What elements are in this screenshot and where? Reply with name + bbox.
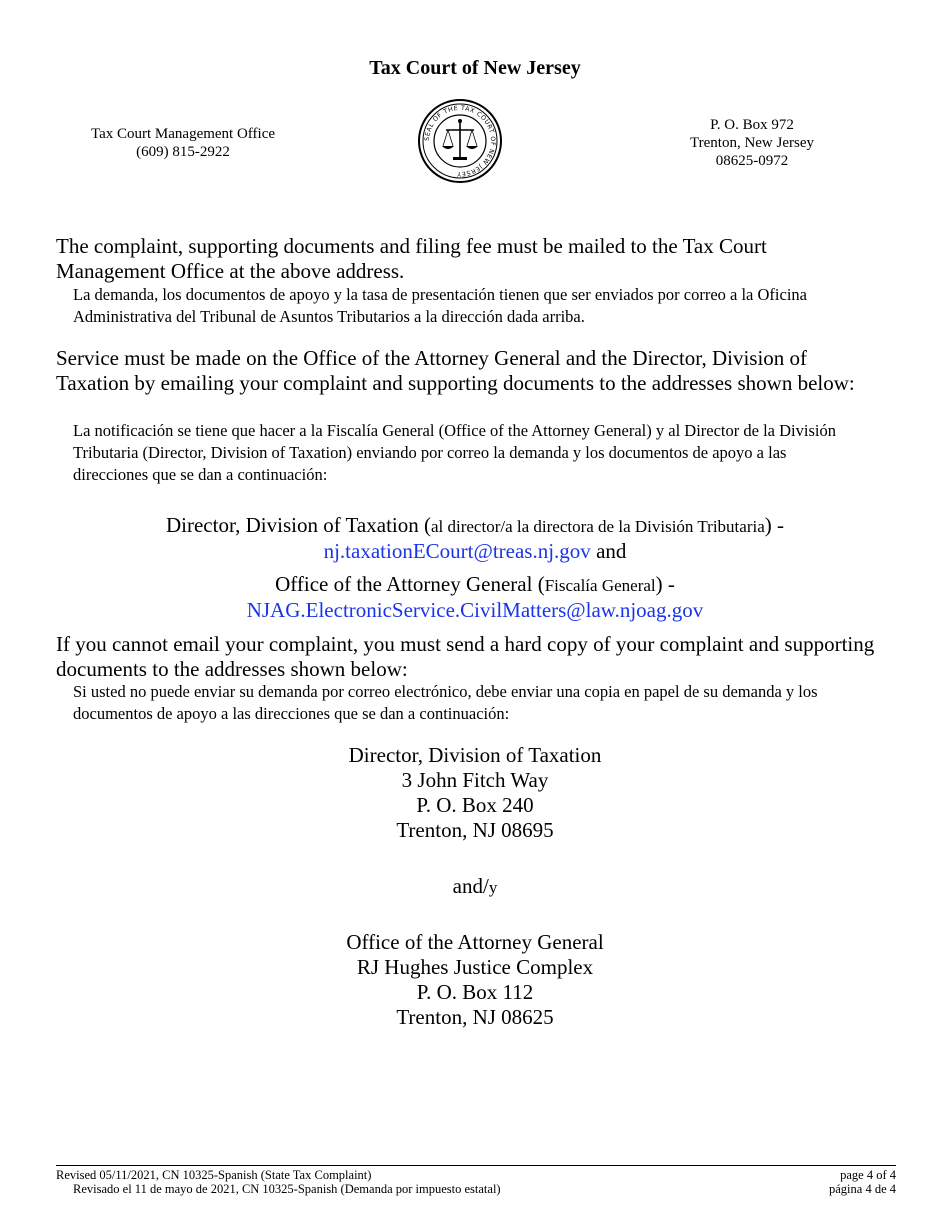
and-or-en: and/ (452, 874, 489, 898)
address-line: RJ Hughes Justice Complex (356, 955, 594, 979)
court-seal-icon (417, 98, 503, 184)
director-label-es: al director/a la directora de la División Tributaria (430, 517, 765, 536)
seal-ring-text: SEAL OF THE TAX COURT OF NEW JERSEY (423, 104, 497, 178)
ag-email-contact (0, 572, 950, 623)
and-text: and (596, 539, 627, 563)
footer-divider (56, 1165, 896, 1166)
hardcopy-instructions-es: Si usted no puede enviar su demanda por correo electrónico, debe enviar una copia en papel de su demanda y los documentos de apoyo a las direcciones que se dan a continuación: (73, 682, 818, 723)
office-name: Tax Court Management Office (90, 126, 276, 142)
address-line: P. O. Box 112 (416, 980, 534, 1004)
zip-line: 08625-0972 (715, 153, 789, 169)
ag-label: Office of the Attorney General ( (275, 572, 545, 596)
and-or-es: y (488, 878, 498, 897)
address-line: 3 John Fitch Way (401, 768, 549, 792)
service-instructions-es: La notificación se tiene que hacer a la Fiscalía General (Office of the Attorney General) y al Director de la División Tributaria (Director, Division of Taxation) enviando por correo la demanda y los documentos de apoyo a las direcciones que se dan a continuación: (73, 421, 836, 484)
director-email-link[interactable]: nj.taxationECourt@treas.nj.gov (323, 539, 591, 563)
revision-es: Revisado el 11 de mayo de 2021, CN 10325-Spanish (Demanda por impuesto estatal) (73, 1182, 501, 1196)
ag-label-es: Fiscalía General (544, 576, 656, 595)
address-line: Trenton, NJ 08625 (396, 1005, 554, 1029)
page-number-en: page 4 of 4 (840, 1168, 896, 1182)
director-address (0, 743, 950, 843)
court-mailing-address (670, 116, 834, 170)
ag-label-suffix: ) - (655, 572, 675, 596)
address-line: P. O. Box 240 (416, 793, 534, 817)
page-title: Tax Court of New Jersey (369, 57, 581, 79)
address-line: Director, Division of Taxation (348, 743, 602, 767)
hardcopy-instructions-en: If you cannot email your complaint, you must send a hard copy of your complaint and supporting documents to the addresses shown below: (56, 632, 875, 681)
footer-page-number (696, 1168, 896, 1196)
office-block (70, 125, 296, 161)
address-line: Trenton, NJ 08695 (396, 818, 554, 842)
city-line: Trenton, New Jersey (689, 135, 814, 151)
director-email-contact (0, 513, 950, 564)
pobox-line: P. O. Box 972 (710, 117, 794, 133)
director-label-suffix: ) - (764, 513, 784, 537)
footer-revision (56, 1168, 656, 1196)
ag-email-link[interactable]: NJAG.ElectronicService.CivilMatters@law.njoag.gov (246, 598, 704, 622)
director-label: Director, Division of Taxation ( (165, 513, 431, 537)
mail-instructions-es: La demanda, los documentos de apoyo y la tasa de presentación tienen que ser enviados por correo a la Oficina Administrativa del Tribunal de Asuntos Tributarios a la dirección dada arriba. (73, 285, 807, 326)
page-number-es: página 4 de 4 (829, 1182, 896, 1196)
office-phone: (609) 815-2922 (136, 144, 230, 160)
ag-address (0, 930, 950, 1030)
service-instructions-en: Service must be made on the Office of the Attorney General and the Director, Division of Taxation by emailing your complaint and supporting documents to the addresses shown below: (56, 346, 855, 395)
revision-en: Revised 05/11/2021, CN 10325-Spanish (State Tax Complaint) (56, 1168, 372, 1182)
and-or-separator (0, 874, 950, 900)
mail-instructions-en: The complaint, supporting documents and filing fee must be mailed to the Tax Court Management Office at the above address. (56, 234, 767, 283)
address-line: Office of the Attorney General (346, 930, 604, 954)
